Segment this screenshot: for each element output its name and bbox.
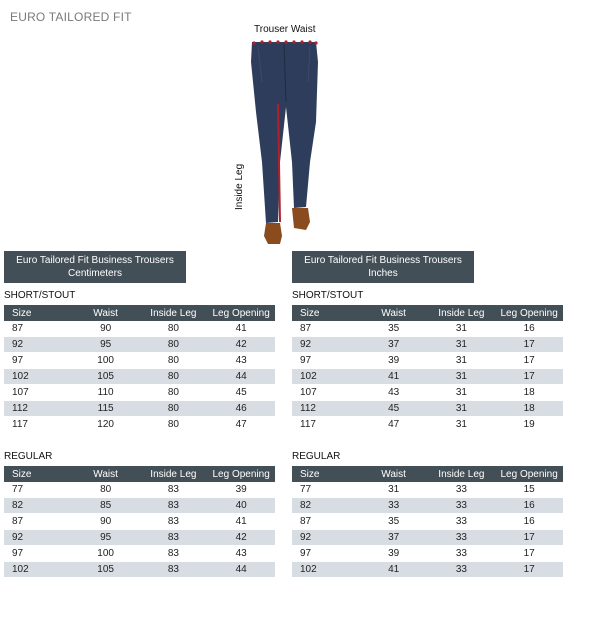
table-row [4, 514, 275, 530]
inside-leg-cell: 31 [428, 353, 496, 369]
leg-opening-cell: 47 [207, 417, 275, 433]
table-row [292, 530, 563, 546]
leg-opening-cell: 18 [495, 401, 563, 417]
inches-panel [292, 251, 567, 578]
size-cell: 107 [4, 385, 72, 401]
table-row [292, 369, 563, 385]
waist-cell: 45 [360, 401, 428, 417]
size-cell: 102 [292, 369, 360, 385]
size-table-short-stout-in [292, 305, 563, 433]
waist-cell: 95 [72, 337, 140, 353]
leg-opening-cell: 43 [207, 353, 275, 369]
leg-opening-cell: 19 [495, 417, 563, 433]
panel-header-unit: Centimeters [68, 268, 122, 279]
leg-opening-cell: 41 [207, 321, 275, 337]
column-header-size: Size [4, 305, 72, 321]
size-cell: 117 [292, 417, 360, 433]
column-header-leg-opening: Leg Opening [495, 305, 563, 321]
inside-leg-cell: 83 [140, 482, 208, 498]
waist-cell: 47 [360, 417, 428, 433]
waist-cell: 39 [360, 546, 428, 562]
column-header-waist: Waist [72, 305, 140, 321]
table-row [4, 353, 275, 369]
column-header-size: Size [4, 466, 72, 482]
section-title-regular: REGULAR [4, 451, 53, 462]
panel-header [292, 251, 474, 283]
waist-cell: 100 [72, 353, 140, 369]
column-header-leg-opening: Leg Opening [207, 466, 275, 482]
trouser-waist-label: Trouser Waist [254, 24, 316, 35]
page-title: EURO TAILORED FIT [10, 10, 132, 24]
leg-opening-cell: 43 [207, 546, 275, 562]
table-row [4, 546, 275, 562]
table-row [292, 482, 563, 498]
panel-header-title: Euro Tailored Fit Business Trousers [304, 255, 462, 266]
leg-opening-cell: 42 [207, 530, 275, 546]
waist-cell: 35 [360, 321, 428, 337]
size-cell: 97 [4, 353, 72, 369]
section-title-short-stout: SHORT/STOUT [292, 290, 364, 301]
waist-cell: 43 [360, 385, 428, 401]
table-row [4, 498, 275, 514]
waist-cell: 37 [360, 530, 428, 546]
waist-cell: 105 [72, 369, 140, 385]
inside-leg-label: Inside Leg [234, 163, 245, 210]
leg-opening-cell: 42 [207, 337, 275, 353]
trouser-figure [236, 22, 336, 248]
size-cell: 77 [4, 482, 72, 498]
leg-opening-cell: 17 [495, 562, 563, 578]
size-table-regular-in [292, 466, 563, 578]
table-row [292, 514, 563, 530]
size-cell: 87 [292, 514, 360, 530]
size-table-regular-cm [4, 466, 275, 578]
size-cell: 77 [292, 482, 360, 498]
size-cell: 92 [292, 530, 360, 546]
table-row [292, 546, 563, 562]
panel-header-unit: Inches [368, 268, 398, 279]
table-row [4, 369, 275, 385]
table-row [4, 417, 275, 433]
inside-leg-cell: 31 [428, 401, 496, 417]
leg-opening-cell: 39 [207, 482, 275, 498]
section-title-short-stout: SHORT/STOUT [4, 290, 76, 301]
leg-opening-cell: 45 [207, 385, 275, 401]
column-header-inside-leg: Inside Leg [140, 305, 208, 321]
size-cell: 102 [4, 369, 72, 385]
panel-header [4, 251, 186, 283]
waist-cell: 41 [360, 369, 428, 385]
table-row [292, 562, 563, 578]
size-cell: 112 [292, 401, 360, 417]
waist-cell: 31 [360, 482, 428, 498]
table-row [4, 530, 275, 546]
inside-leg-cell: 83 [140, 562, 208, 578]
waist-cell: 90 [72, 514, 140, 530]
inside-leg-cell: 31 [428, 369, 496, 385]
waist-cell: 35 [360, 514, 428, 530]
table-row [292, 353, 563, 369]
inside-leg-cell: 33 [428, 482, 496, 498]
table-row [4, 562, 275, 578]
inside-leg-cell: 83 [140, 530, 208, 546]
waist-cell: 95 [72, 530, 140, 546]
column-header-size: Size [292, 305, 360, 321]
size-cell: 102 [292, 562, 360, 578]
table-row [4, 321, 275, 337]
waist-cell: 110 [72, 385, 140, 401]
size-cell: 102 [4, 562, 72, 578]
leg-opening-cell: 44 [207, 562, 275, 578]
size-cell: 87 [292, 321, 360, 337]
size-cell: 87 [4, 514, 72, 530]
size-cell: 112 [4, 401, 72, 417]
column-header-inside-leg: Inside Leg [428, 305, 496, 321]
waist-cell: 120 [72, 417, 140, 433]
size-cell: 97 [292, 546, 360, 562]
column-header-inside-leg: Inside Leg [140, 466, 208, 482]
waist-cell: 115 [72, 401, 140, 417]
size-table-short-stout-cm [4, 305, 275, 433]
inside-leg-cell: 33 [428, 546, 496, 562]
table-row [292, 337, 563, 353]
table-row [4, 401, 275, 417]
inside-leg-cell: 31 [428, 417, 496, 433]
size-cell: 92 [292, 337, 360, 353]
waist-cell: 85 [72, 498, 140, 514]
table-row [292, 385, 563, 401]
table-row [4, 337, 275, 353]
leg-opening-cell: 17 [495, 530, 563, 546]
leg-opening-cell: 44 [207, 369, 275, 385]
column-header-leg-opening: Leg Opening [495, 466, 563, 482]
leg-opening-cell: 15 [495, 482, 563, 498]
waist-cell: 100 [72, 546, 140, 562]
leg-opening-cell: 17 [495, 353, 563, 369]
section-title-regular: REGULAR [292, 451, 341, 462]
table-row [292, 498, 563, 514]
leg-opening-cell: 41 [207, 514, 275, 530]
leg-opening-cell: 46 [207, 401, 275, 417]
leg-opening-cell: 17 [495, 337, 563, 353]
inside-leg-cell: 31 [428, 321, 496, 337]
column-header-size: Size [292, 466, 360, 482]
leg-opening-cell: 17 [495, 369, 563, 385]
table-row [4, 385, 275, 401]
waist-cell: 105 [72, 562, 140, 578]
inside-leg-cell: 33 [428, 498, 496, 514]
inside-leg-cell: 33 [428, 562, 496, 578]
inside-leg-cell: 80 [140, 401, 208, 417]
size-cell: 97 [292, 353, 360, 369]
leg-opening-cell: 16 [495, 321, 563, 337]
size-cell: 82 [4, 498, 72, 514]
inside-leg-cell: 31 [428, 385, 496, 401]
panel-header-title: Euro Tailored Fit Business Trousers [16, 255, 174, 266]
column-header-leg-opening: Leg Opening [207, 305, 275, 321]
leg-opening-cell: 16 [495, 514, 563, 530]
waist-cell: 80 [72, 482, 140, 498]
waist-cell: 41 [360, 562, 428, 578]
waist-cell: 39 [360, 353, 428, 369]
leg-opening-cell: 18 [495, 385, 563, 401]
table-row [292, 401, 563, 417]
size-cell: 92 [4, 337, 72, 353]
size-cell: 87 [4, 321, 72, 337]
centimeters-panel [4, 251, 279, 578]
size-cell: 107 [292, 385, 360, 401]
inside-leg-cell: 80 [140, 417, 208, 433]
inside-leg-cell: 80 [140, 353, 208, 369]
inside-leg-cell: 80 [140, 369, 208, 385]
column-header-waist: Waist [72, 466, 140, 482]
column-header-waist: Waist [360, 466, 428, 482]
inside-leg-cell: 33 [428, 530, 496, 546]
waist-cell: 33 [360, 498, 428, 514]
table-row [292, 321, 563, 337]
inside-leg-cell: 83 [140, 498, 208, 514]
inside-leg-cell: 80 [140, 321, 208, 337]
waist-cell: 90 [72, 321, 140, 337]
inside-leg-cell: 83 [140, 514, 208, 530]
trouser-illustration [236, 22, 336, 248]
column-header-waist: Waist [360, 305, 428, 321]
size-cell: 82 [292, 498, 360, 514]
leg-opening-cell: 17 [495, 546, 563, 562]
column-header-inside-leg: Inside Leg [428, 466, 496, 482]
inside-leg-cell: 80 [140, 385, 208, 401]
table-row [292, 417, 563, 433]
inside-leg-cell: 33 [428, 514, 496, 530]
inside-leg-cell: 31 [428, 337, 496, 353]
inside-leg-cell: 83 [140, 546, 208, 562]
size-cell: 92 [4, 530, 72, 546]
size-cell: 97 [4, 546, 72, 562]
inside-leg-cell: 80 [140, 337, 208, 353]
waist-cell: 37 [360, 337, 428, 353]
leg-opening-cell: 16 [495, 498, 563, 514]
leg-opening-cell: 40 [207, 498, 275, 514]
size-cell: 117 [4, 417, 72, 433]
table-row [4, 482, 275, 498]
